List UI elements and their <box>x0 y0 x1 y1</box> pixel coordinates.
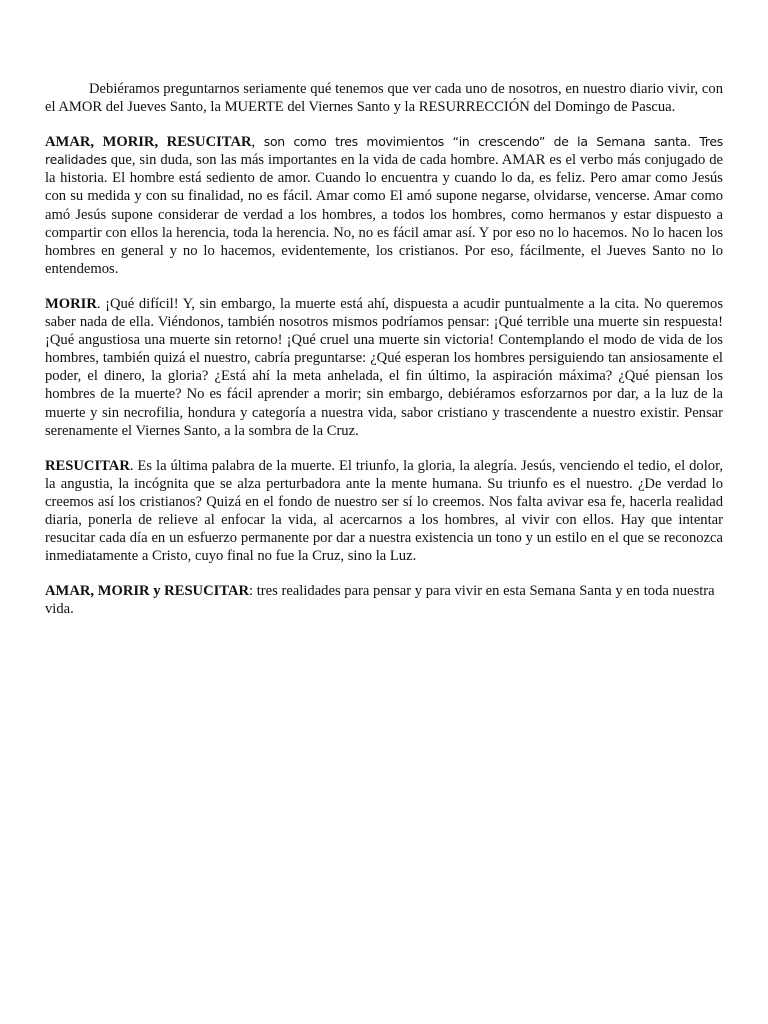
closing-text: : tres realidades para pensar y para vivir en esta Semana Santa y en toda nuestra vida. <box>45 583 715 618</box>
morir-text: . ¡Qué difícil! Y, sin embargo, la muerte está ahí, dispuesta a acudir puntualmente a la cita. No queremos saber nada de ella. Viéndonos, también nosotros mismos podríamos pensar: ¡Qué terrible una muerte sin respuesta! ¡Qué angustiosa una muerte sin retorno! ¡Qué cruel una muerte sin victoria! Contemplando el modo de vida de los hombres, también quizá el nuestro, cabría preguntarse: ¿Qué esperan los hombres persiguiendo tan ansiosamente el poder, el dinero, la gloria? ¿Está ahí la meta anhelada, el fin último, la aspiración máxima? ¿Qué piensan los hombres de la muerte? No es fácil aprender a morir; sin embargo, debiéramos esforzarnos por dar, a la luz de la muerte y sin necrofilia, hondura y categoría a nuestra vida, sabor cristiano y trascendente a nuestro existir. Pensar serenamente el Viernes Santo, a la sombra de la Cruz. <box>45 295 723 439</box>
amar-separator: , <box>251 134 264 151</box>
amar-alt-font-text: son como tres movimientos “in crescendo” de la Semana santa. Tres realidades <box>45 134 723 168</box>
resucitar-text: . Es la última palabra de la muerte. El triunfo, la gloria, la alegría. Jesús, venciendo el tedio, el dolor, la angustia, la incógnita que se alza perturbadora ante la mente humana. Su triunfo es el nuestro. ¿De verdad lo creemos así los cristianos? Quizá en el fondo de nuestro ser sí lo creemos. Nos falta avivar esa fe, hacerla realidad diaria, ponerla de relieve al enfocar la vida, al acercarnos a los hombres, al vivir con ellos. Hay que intentar resucitar cada día en un esfuerzo permanente por dar a nuestra existencia un tono y un estilo en el que se reconozca inmediatamente a Cristo, cuyo final no fue la Cruz, sino la Luz. <box>45 457 723 565</box>
document-page <box>45 80 723 635</box>
amar-paragraph <box>45 133 723 278</box>
closing-heading: AMAR, MORIR y RESUCITAR <box>45 583 250 600</box>
amar-heading: AMAR, MORIR, RESUCITAR <box>45 134 252 151</box>
amar-text: que, sin duda, son las más importantes en la vida de cada hombre. AMAR es el verbo más conjugado de la historia. El hombre está sediento de amor. Cuando lo encuentra y cuando lo da, es feliz. Pero amar como Jesús con su medida y con su finalidad, no es fácil. Amar como El amó supone negarse, olvidarse, vencerse. Amar como amó Jesús supone considerar de verdad a los hombres, a todos los hombres, como hermanos y estar dispuesto a compartir con ellos la herencia, toda la herencia. No, no es fácil amar así. Y por eso no lo hacemos. No lo hacen los hombres en general y no lo hacemos, evidentemente, los cristianos. Por eso, fácilmente, el Jueves Santo no lo entendemos. <box>45 152 723 277</box>
intro-text: Debiéramos preguntarnos seriamente qué tenemos que ver cada uno de nosotros, en nuestro diario vivir, con el AMOR del Jueves Santo, la MUERTE del Viernes Santo y la RESURRECCIÓN del Domingo de Pascua. <box>45 81 723 116</box>
morir-heading: MORIR <box>45 295 97 312</box>
resucitar-heading: RESUCITAR <box>45 457 130 474</box>
morir-paragraph <box>45 295 723 440</box>
resucitar-paragraph <box>45 457 723 566</box>
intro-paragraph <box>45 80 723 116</box>
closing-paragraph <box>45 582 723 618</box>
